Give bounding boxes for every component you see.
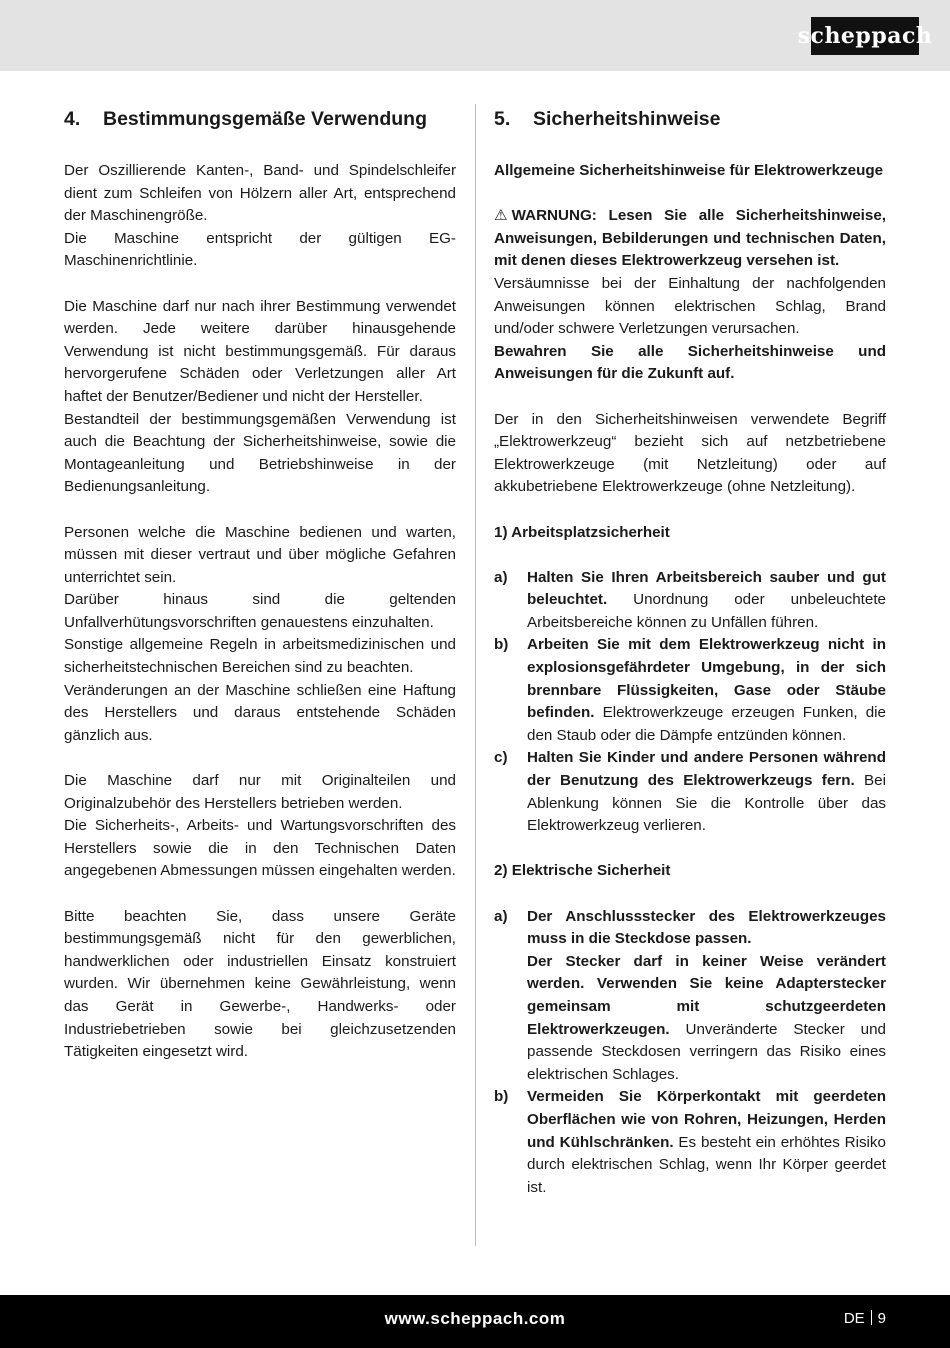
list-item — [494, 1086, 886, 1199]
paragraph: Die Maschine darf nur mit Originalteilen und Originalzubehör des Herstellers betrieben werden. — [64, 772, 456, 812]
item-label: c) — [494, 749, 508, 767]
subsection-heading-2: 2) Elektrische Sicherheit — [494, 862, 671, 880]
paragraph: Sonstige allgemeine Regeln in arbeitsmedizinischen und sicherheitstechnischen Bereichen sind zu beachten. — [64, 636, 456, 677]
paragraph: Darüber hinaus sind die geltenden Unfallverhütungsvorschriften genauestens einzuhalten. — [64, 591, 456, 631]
list-item — [494, 906, 886, 1087]
paragraph: Die Sicherheits-, Arbeits- und Wartungsvorschriften des Herstellers sowie die in den Technischen Daten angegebenen Abmessungen müssen eingehalten werden. — [64, 817, 456, 880]
item-label: b) — [494, 1088, 509, 1106]
item-bold: Arbeiten Sie mit dem Elektrowerkzeug nicht in explosionsgefährdeter Umgebung, in der sich brennbare Flüssigkeiten, Gase oder Stäube befinden. — [527, 636, 886, 722]
paragraph: Der Oszillierende Kanten-, Band- und Spindelschleifer dient zum Schleifen von Hölzern aller Art, entsprechend der Maschinengröße. — [64, 162, 456, 225]
section-number: 4. — [64, 108, 81, 130]
paragraph: Die Maschine darf nur nach ihrer Bestimmung verwendet werden. Jede weitere darüber hinausgehende Verwendung ist nicht bestimmungsgemäß. Für daraus hervorgerufene Schäden oder Verletzungen aller Art haftet der Benutzer/Bediener und nicht der Hersteller. — [64, 297, 456, 405]
item-text: Bei Ablenkung können Sie die Kontrolle über das Elektrowerkzeug verlieren. — [527, 772, 886, 835]
section-title: Sicherheitshinweise — [533, 108, 721, 130]
paragraph: Bitte beachten Sie, dass unsere Geräte bestimmungsgemäß nicht für den gewerblichen, handwerklichen oder industriellen Einsatz konstruiert wurden. Wir übernehmen keine Gewährleistung, wenn das Gerät in Gewerbe-, Handwerks- oder Industriebetrieben sowie bei gleichzusetzenden Tätigkeiten eingesetzt wird. — [64, 907, 456, 1061]
item-bold: Der Anschlussstecker des Elektrowerkzeuges muss in die Steckdose passen. — [527, 907, 886, 948]
item-text: Elektrowerkzeuge erzeugen Funken, die den Staub oder die Dämpfe entzünden können. — [527, 704, 886, 744]
item-bold: Halten Sie Ihren Arbeitsbereich sauber und gut beleuchtet. — [527, 568, 886, 609]
item-label: a) — [494, 568, 508, 586]
section-heading-5 — [494, 104, 886, 134]
column-divider — [475, 104, 476, 1246]
warning-bold-text: WARNUNG: Lesen Sie alle Sicherheitshinweise, Anweisungen, Bebilderungen und technischen Daten, mit denen dieses Elektrowerkzeug versehen ist. — [494, 207, 886, 270]
warning-text: Versäumnisse bei der Einhaltung der nachfolgenden Anweisungen können elektrischen Schlag, Brand und/oder schwere Verletzungen verursachen. — [494, 274, 886, 338]
list-item — [494, 567, 886, 635]
keep-instructions: Bewahren Sie alle Sicherheitshinweise und Anweisungen für die Zukunft auf. — [494, 342, 886, 383]
subsection-heading-1: 1) Arbeitsplatzsicherheit — [494, 523, 670, 541]
item-label: b) — [494, 636, 509, 654]
item-label: a) — [494, 907, 508, 925]
paragraph: Bestandteil der bestimmungsgemäßen Verwendung ist auch die Beachtung der Sicherheitshinweise, sowie die Montageanleitung und Betriebshinweise in der Bedienungsanleitung. — [64, 410, 456, 496]
list-item — [494, 634, 886, 747]
language-code: DE — [843, 1310, 865, 1327]
paragraph: Personen welche die Maschine bedienen und warten, müssen mit dieser vertraut und über mögliche Gefahren unterrichtet sein. — [64, 523, 456, 586]
subtitle: Allgemeine Sicherheitshinweise für Elektrowerkzeuge — [494, 162, 884, 179]
list-item — [494, 747, 886, 837]
item-text: Es besteht ein erhöhtes Risiko durch elektrischen Schlag, wenn Ihr Körper geerdet ist. — [527, 1133, 886, 1196]
item-bold: Vermeiden Sie Körperkontakt mit geerdeten Oberflächen wie von Rohren, Heizungen, Herden und Kühlschränken. — [527, 1088, 886, 1151]
warning-block — [494, 205, 886, 273]
term-definition: Der in den Sicherheitshinweisen verwendete Begriff „Elektrowerkzeug“ bezieht sich auf netzbetriebene Elektrowerkzeuge (mit Netzleitung) oder auf akkubetriebene Elektrowerkzeuge (ohne Netzleitung). — [494, 410, 886, 496]
brand-logo: scheppach — [811, 17, 919, 55]
website-link[interactable]: www.scheppach.com — [384, 1309, 566, 1328]
item-bold: Der Stecker darf in keiner Weise verändert werden. Verwenden Sie keine Adapterstecker gemeinsam mit schutzgeerdeten Elektrowerkzeugen. — [527, 952, 886, 1038]
right-column — [494, 104, 886, 1199]
section-number: 5. — [494, 108, 511, 130]
paragraph: Veränderungen an der Maschine schließen eine Haftung des Herstellers und daraus entstehende Schäden gänzlich aus. — [64, 681, 456, 744]
page-indicator — [844, 1310, 886, 1327]
header-bar — [0, 0, 950, 71]
left-column — [64, 104, 456, 1064]
section-heading-4 — [64, 104, 456, 134]
footer-bar — [0, 1295, 950, 1348]
item-text: Unveränderte Stecker und passende Steckdosen verringern das Risiko eines elektrischen Schlages. — [527, 1020, 886, 1083]
warning-icon: ⚠ — [494, 207, 508, 225]
item-text: Unordnung oder unbeleuchtete Arbeitsbereiche können zu Unfällen führen. — [527, 591, 886, 631]
page-number: 9 — [877, 1310, 886, 1327]
item-bold: Halten Sie Kinder und andere Personen während der Benutzung des Elektrowerkzeugs fern. — [527, 749, 886, 790]
section-title: Bestimmungsgemäße Verwendung — [103, 108, 427, 130]
paragraph: Die Maschine entspricht der gültigen EG-Maschinenrichtlinie. — [64, 229, 456, 270]
